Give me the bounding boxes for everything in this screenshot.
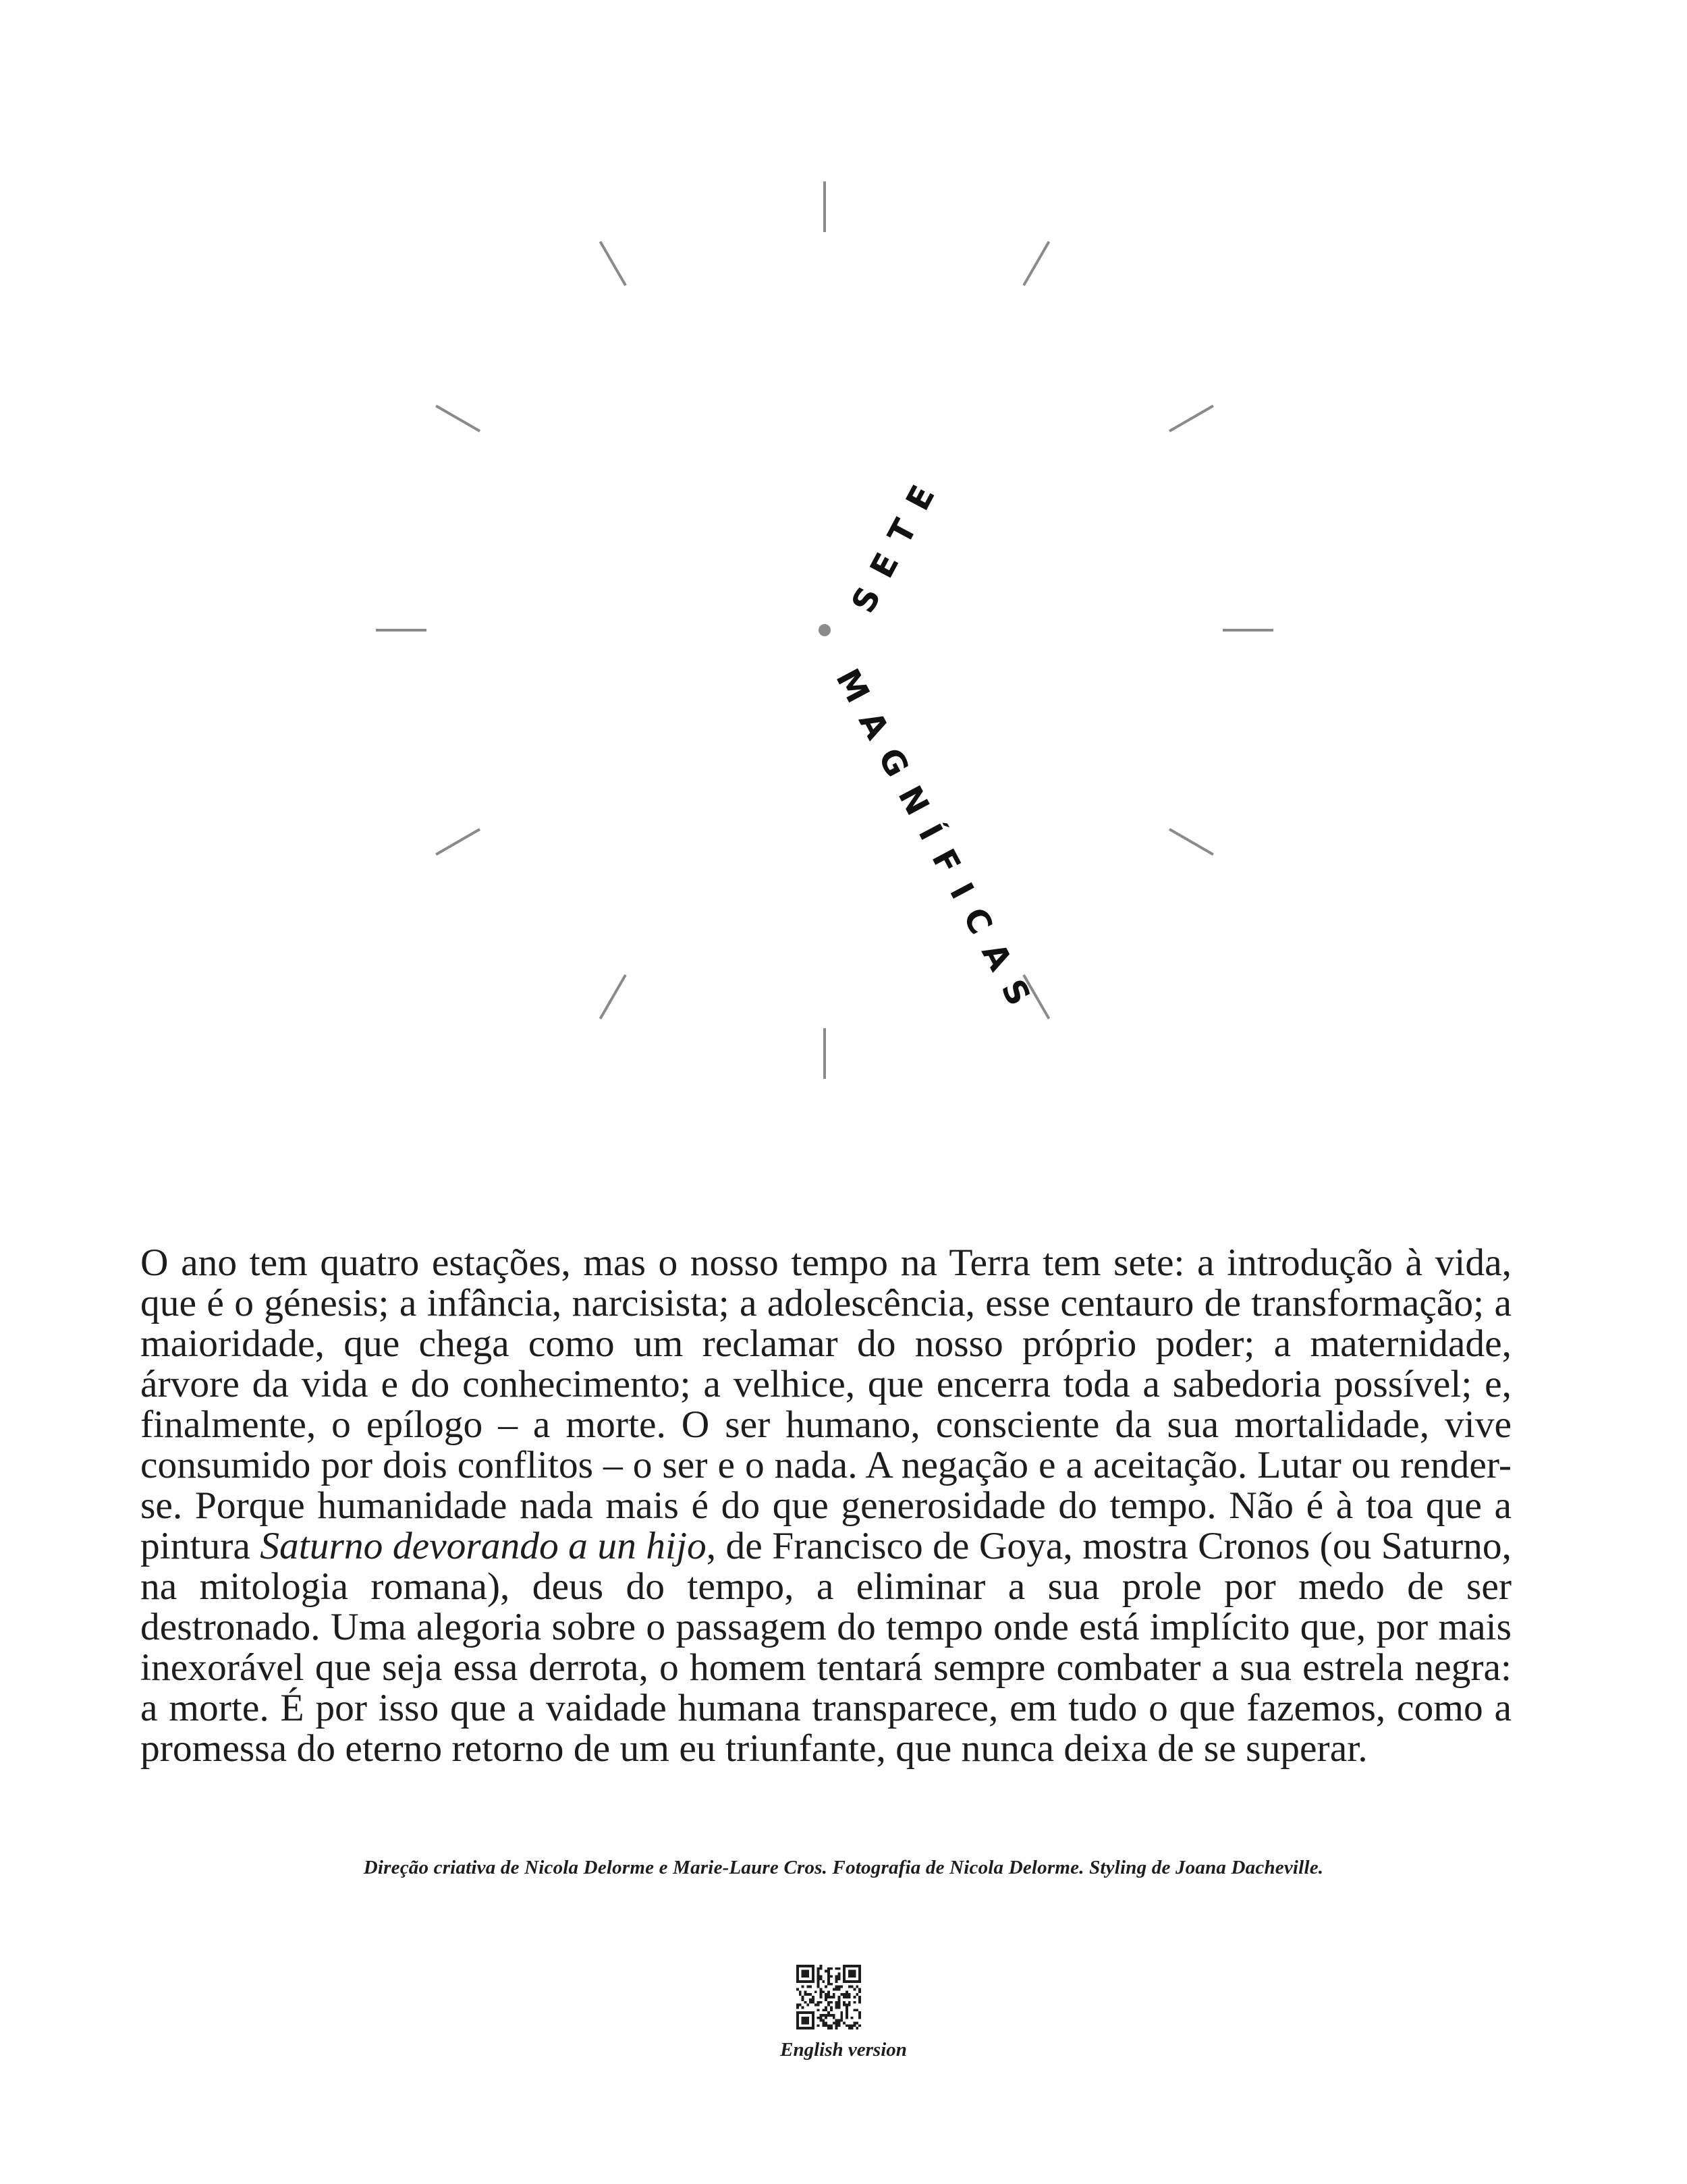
clock-tick	[601, 975, 626, 1019]
hand-label-sete: SETE	[844, 465, 951, 619]
clock-tick	[601, 242, 626, 285]
article-body	[140, 1243, 1512, 1769]
body-text-end: , de Francisco de Goya, mostra Cronos (ou Saturno, na mitologia romana), deus do tempo, a eliminar a sua prole por medo de ser destronado. Uma alegoria sobre o passagem do tempo onde está implícito que, por mais inexorável que seja essa derrota, o homem tentará sempre combater a sua estrela negra: a morte. É por isso que a vaidade humana transparece, em tudo o que fazemos, como a promessa do eterno retorno de um eu triunfante, que nunca deixa de se superar.	[140, 1525, 1512, 1770]
qr-code-icon[interactable]	[796, 1965, 861, 2029]
clock-tick	[1169, 406, 1213, 432]
clock-tick	[436, 829, 480, 855]
clock-tick	[1169, 829, 1213, 855]
body-text-start: O ano tem quatro estações, mas o nosso tempo na Terra tem sete: a introdução à vida, que é o génesis; a infância, narcisista; a adolescência, esse centauro de transformação; a maioridade, que chega como um reclamar do nosso próprio poder; a maternidade, árvore da vida e do conhecimento; a velhice, que encerra toda a sabedoria possível; e, finalmente, o epílogo – a morte. O ser humano, consciente da sua mortalidade, vive consumido por dois conflitos – o ser e o nada. A negação e a aceitação. Lutar ou render-se. Porque humanidade nada mais é do que generosidade do tempo. Não é à toa que a pintura	[140, 1241, 1512, 1567]
clock-tick	[1024, 242, 1049, 285]
english-version-label: English version	[780, 2039, 907, 2061]
artwork-title: Saturno devorando a un hijo	[260, 1525, 707, 1567]
clock-tick	[436, 406, 480, 432]
hand-label-magnificas: MAGNÍFICAS	[828, 663, 1046, 1026]
clock-center-dot	[819, 624, 831, 636]
photo-credits: Direção criativa de Nicola Delorme e Marie-Laure Cros. Fotografia de Nicola Delorme. Styling de Joana Dacheville.	[363, 1857, 1324, 1878]
